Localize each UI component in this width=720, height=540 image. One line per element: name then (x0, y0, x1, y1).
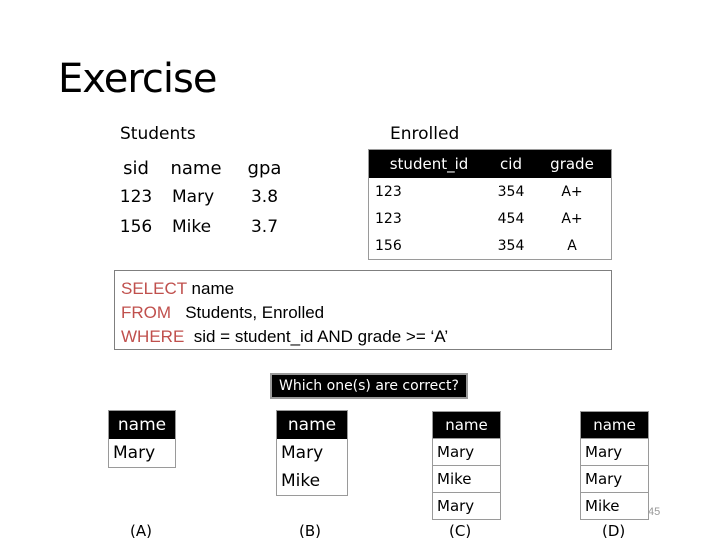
table-row (369, 178, 612, 205)
page-number: 45 (648, 506, 661, 518)
students-cell: 123 (119, 187, 153, 207)
enrolled-label: Enrolled (390, 124, 460, 144)
sql-select-line (121, 277, 611, 301)
sql-query-box (114, 270, 612, 350)
students-cell: 156 (119, 217, 153, 237)
option-c-label: (C) (449, 522, 472, 540)
answer-header: name (109, 411, 176, 440)
enrolled-cell: 454 (497, 210, 525, 227)
students-cell: Mike (172, 217, 212, 237)
option-a-label: (A) (130, 522, 152, 540)
enrolled-cell: A (567, 237, 577, 254)
sql-keyword: SELECT (121, 279, 187, 298)
answer-table-d (580, 411, 649, 520)
answer-header: name (277, 411, 348, 440)
enrolled-cell: 123 (375, 183, 402, 200)
option-b-label: (B) (299, 522, 321, 540)
students-cell: 3.8 (250, 187, 279, 207)
enrolled-header-student-id: student_id (369, 150, 490, 179)
enrolled-cell: 156 (375, 237, 402, 254)
answer-cell: Mary (113, 443, 156, 463)
answer-cell: Mike (581, 493, 649, 520)
answer-cell: Mike (281, 471, 321, 491)
enrolled-cell: 123 (375, 210, 402, 227)
sql-text: Students, Enrolled (171, 303, 325, 322)
table-row (112, 212, 297, 242)
sql-keyword: WHERE (121, 327, 185, 346)
option-d-label: (D) (602, 522, 626, 540)
sql-keyword: FROM (121, 303, 172, 322)
sql-text: name (186, 279, 235, 298)
students-header-gpa: gpa (232, 154, 297, 182)
slide-title: Exercise (58, 56, 217, 102)
enrolled-cell: A+ (561, 183, 583, 200)
table-row (112, 182, 297, 212)
answer-cell: Mary (581, 439, 649, 466)
answer-cell: Mary (281, 443, 324, 463)
question-label: Which one(s) are correct? (270, 373, 468, 399)
answer-table-c (432, 411, 501, 520)
answer-table-a (108, 410, 176, 468)
students-header-name: name (160, 154, 232, 182)
sql-where-line (121, 325, 611, 349)
sql-text: sid = student_id AND grade >= ‘A’ (184, 327, 449, 346)
students-cell: 3.7 (250, 217, 279, 237)
table-row (369, 232, 612, 260)
enrolled-table (368, 149, 612, 260)
answer-cell: Mike (433, 466, 501, 493)
enrolled-cell: A+ (561, 210, 583, 227)
students-cell: Mary (172, 187, 215, 207)
students-label: Students (120, 124, 196, 144)
answer-table-b (276, 410, 348, 496)
answer-header: name (433, 412, 501, 439)
answer-cell: Mary (433, 493, 501, 520)
enrolled-header-cid: cid (489, 150, 533, 179)
answer-cell: Mary (433, 439, 501, 466)
answer-header: name (581, 412, 649, 439)
students-table (112, 154, 297, 242)
sql-from-line (121, 301, 611, 325)
enrolled-cell: 354 (497, 237, 525, 254)
enrolled-header-grade: grade (533, 150, 612, 179)
students-header-sid: sid (112, 154, 160, 182)
enrolled-cell: 354 (497, 183, 525, 200)
table-row (369, 205, 612, 232)
answer-cell: Mary (581, 466, 649, 493)
